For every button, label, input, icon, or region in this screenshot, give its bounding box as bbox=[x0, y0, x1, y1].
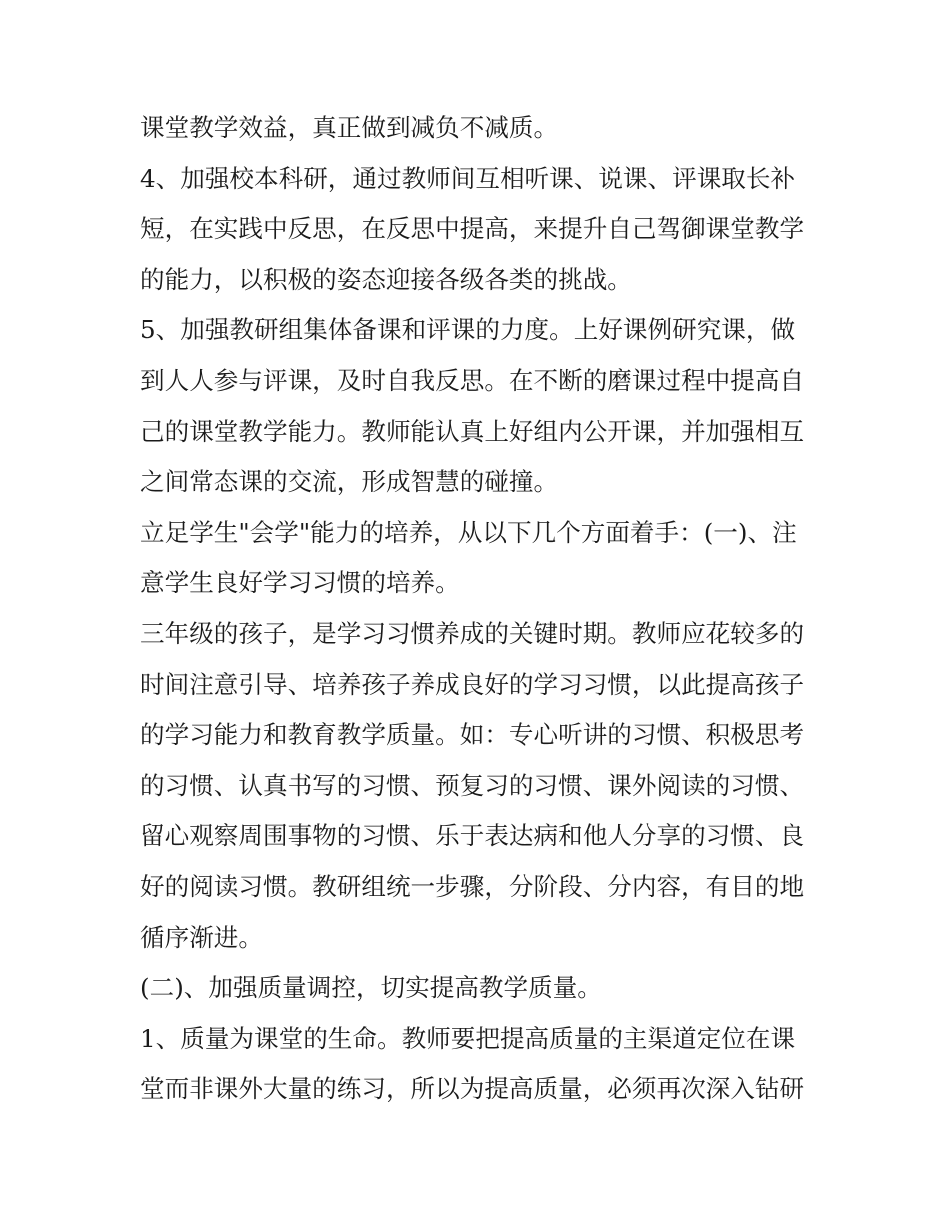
text-line: 的能力，以积极的姿态迎接各级各类的挑战。 bbox=[140, 264, 632, 294]
text-line: 时间注意引导、培养孩子养成良好的学习习惯，以此提高孩子 bbox=[140, 669, 805, 699]
text-line: 短，在实践中反思，在反思中提高，来提升自己驾御课堂教学 bbox=[140, 214, 805, 244]
text-line: 意学生良好学习习惯的培养。 bbox=[140, 568, 460, 598]
text-line: 循序渐进。 bbox=[140, 922, 263, 952]
text-line: 1、质量为课堂的生命。教师要把提高质量的主渠道定位在课 bbox=[140, 1023, 796, 1053]
text-line: 到人人参与评课，及时自我反思。在不断的磨课过程中提高自 bbox=[140, 365, 805, 395]
text-line: 4、加强校本科研，通过教师间互相听课、说课、评课取长补 bbox=[140, 163, 796, 193]
text-line: 立足学生"会学"能力的培养，从以下几个方面着手：(一)、注 bbox=[140, 517, 797, 547]
text-line: 堂而非课外大量的练习，所以为提高质量，必须再次深入钻研 bbox=[140, 1074, 805, 1104]
document-page bbox=[140, 103, 830, 1115]
text-line: 的学习能力和教育教学质量。如：专心听讲的习惯、积极思考 bbox=[140, 720, 805, 750]
text-line: 的习惯、认真书写的习惯、预复习的习惯、课外阅读的习惯、 bbox=[140, 770, 805, 800]
text-line: 留心观察周围事物的习惯、乐于表达病和他人分享的习惯、良 bbox=[140, 821, 805, 851]
text-line: 课堂教学效益，真正做到减负不减质。 bbox=[140, 113, 559, 142]
text-line: 三年级的孩子，是学习习惯养成的关键时期。教师应花较多的 bbox=[140, 618, 805, 648]
text-line: 好的阅读习惯。教研组统一步骤，分阶段、分内容，有目的地 bbox=[140, 871, 805, 901]
text-line: 己的课堂教学能力。教师能认真上好组内公开课，并加强相互 bbox=[140, 416, 805, 446]
text-line: (二)、加强质量调控，切实提高教学质量。 bbox=[140, 973, 602, 1003]
text-line: 之间常态课的交流，形成智慧的碰撞。 bbox=[140, 467, 559, 497]
text-line: 5、加强教研组集体备课和评课的力度。上好课例研究课，做 bbox=[140, 315, 796, 345]
